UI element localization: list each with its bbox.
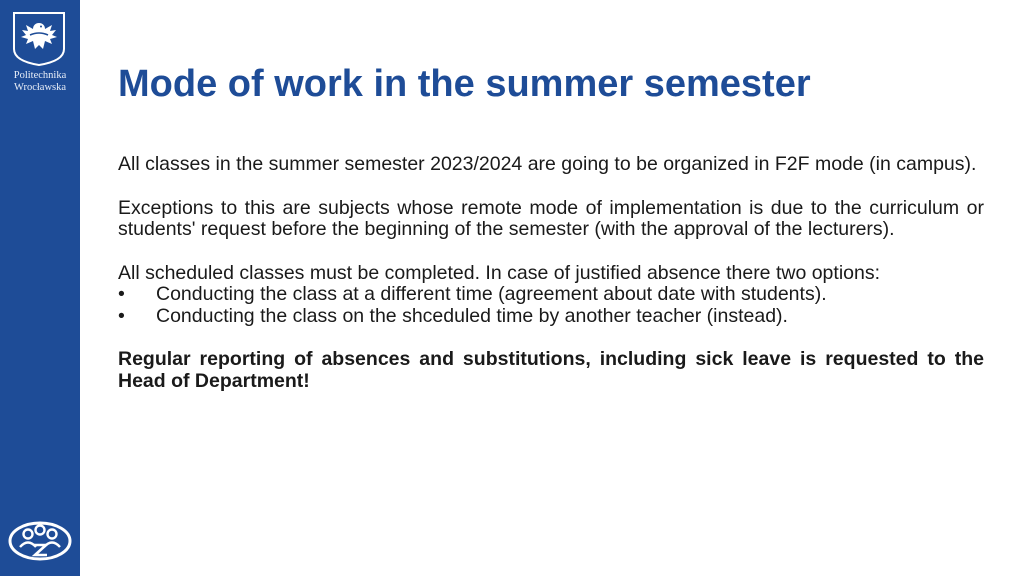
closing-notice: Regular reporting of absences and substitutions, including sick leave is requested to the Head of Department!: [118, 348, 984, 392]
list-item: [118, 306, 984, 328]
sidebar: [0, 0, 80, 576]
list-item-text: Conducting the class on the shceduled time by another teacher (instead).: [156, 304, 788, 327]
bullet-icon: •: [118, 283, 125, 305]
logo-label: [0, 70, 80, 94]
bottom-emblem-icon: [6, 517, 74, 563]
list-item-text: Conducting the class at a different time (agreement about date with students).: [156, 283, 827, 305]
logo-name-line2: Wrocławska: [13, 82, 67, 93]
page-title: Mode of work in the summer semester: [118, 63, 811, 105]
eagle-crest-icon: [10, 9, 68, 67]
paragraph-exceptions: Exceptions to this are subjects whose remote mode of implementation is due to the curriculum or students' request before the beginning of the semester (with the approval of the lecturers).: [118, 196, 984, 240]
logo-name-line1: Politechnika: [13, 70, 67, 81]
paragraph-f2f-mode: All classes in the summer semester 2023/2024 are going to be organized in F2F mode (in campus).: [118, 153, 977, 175]
options-list: [118, 284, 984, 327]
bullet-icon: •: [118, 304, 125, 327]
list-item: [118, 284, 984, 306]
slide-body: [118, 154, 984, 392]
paragraph-scheduled-classes: All scheduled classes must be completed. In case of justified absence there two options:: [118, 261, 881, 284]
